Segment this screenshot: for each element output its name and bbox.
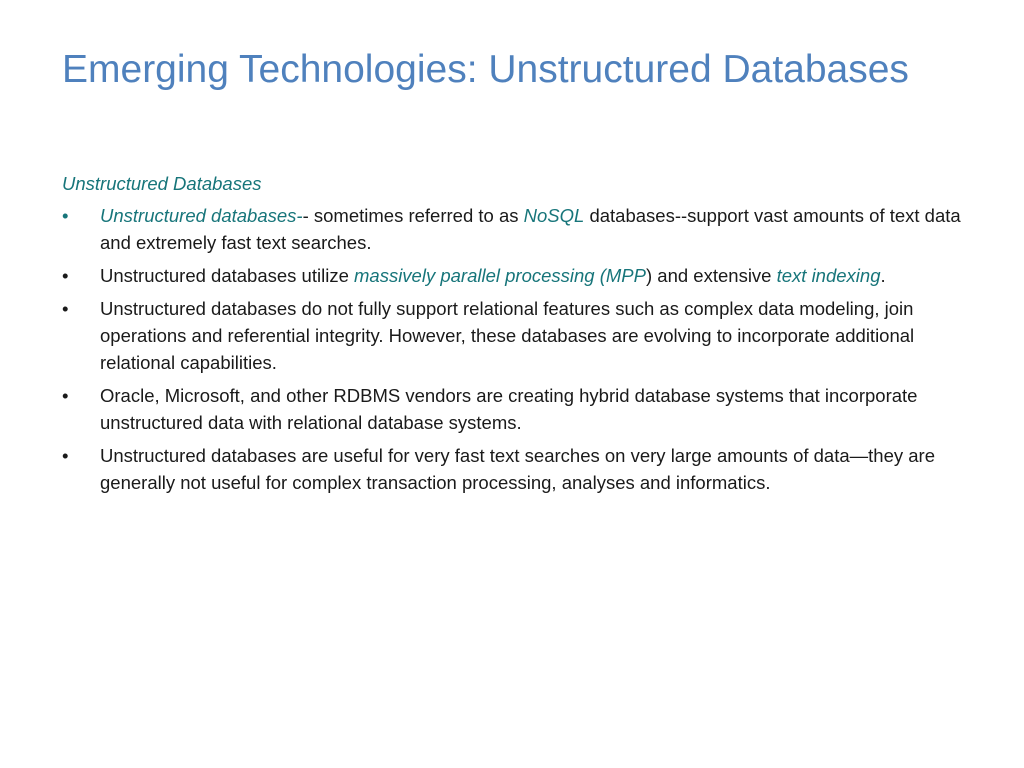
bullet-list — [62, 202, 967, 496]
term-mpp: massively parallel processing (MPP — [354, 265, 646, 286]
term-unstructured-databases: Unstructured databases- — [100, 205, 303, 226]
bullet-icon: • — [62, 265, 69, 286]
term-text-indexing: text indexing — [776, 265, 881, 286]
bullet-text: Unstructured databases utilize — [100, 265, 354, 286]
bullet-icon: • — [62, 385, 69, 406]
bullet-text: databases--support vast amounts of text data and extremely fast text searches. — [100, 205, 961, 253]
bullet-icon: • — [62, 445, 69, 466]
term-nosql: NoSQL — [523, 205, 585, 226]
bullet-item — [62, 295, 967, 376]
bullet-item — [62, 262, 967, 289]
bullet-text: Unstructured databases do not fully support relational features such as complex data modeling, join operations and referential integrity. However, these databases are evolving to incorporate additional relational capabilities. — [100, 298, 915, 373]
bullet-text: ) and extensive — [646, 265, 777, 286]
bullet-icon: • — [62, 205, 69, 226]
bullet-text: Oracle, Microsoft, and other RDBMS vendors are creating hybrid database systems that incorporate unstructured data with relational database systems. — [100, 385, 918, 433]
bullet-item — [62, 382, 967, 436]
bullet-item — [62, 442, 967, 496]
bullet-icon: • — [62, 298, 69, 319]
bullet-item — [62, 202, 967, 256]
slide-content — [62, 170, 967, 502]
slide-title: Emerging Technologies: Unstructured Databases — [62, 48, 909, 91]
subheading: Unstructured Databases — [62, 173, 262, 194]
bullet-text: . — [880, 265, 886, 286]
bullet-text: - sometimes referred to as — [302, 205, 524, 226]
bullet-text: Unstructured databases are useful for very fast text searches on very large amounts of data—they are generally not useful for complex transaction processing, analyses and informatics. — [100, 445, 935, 493]
